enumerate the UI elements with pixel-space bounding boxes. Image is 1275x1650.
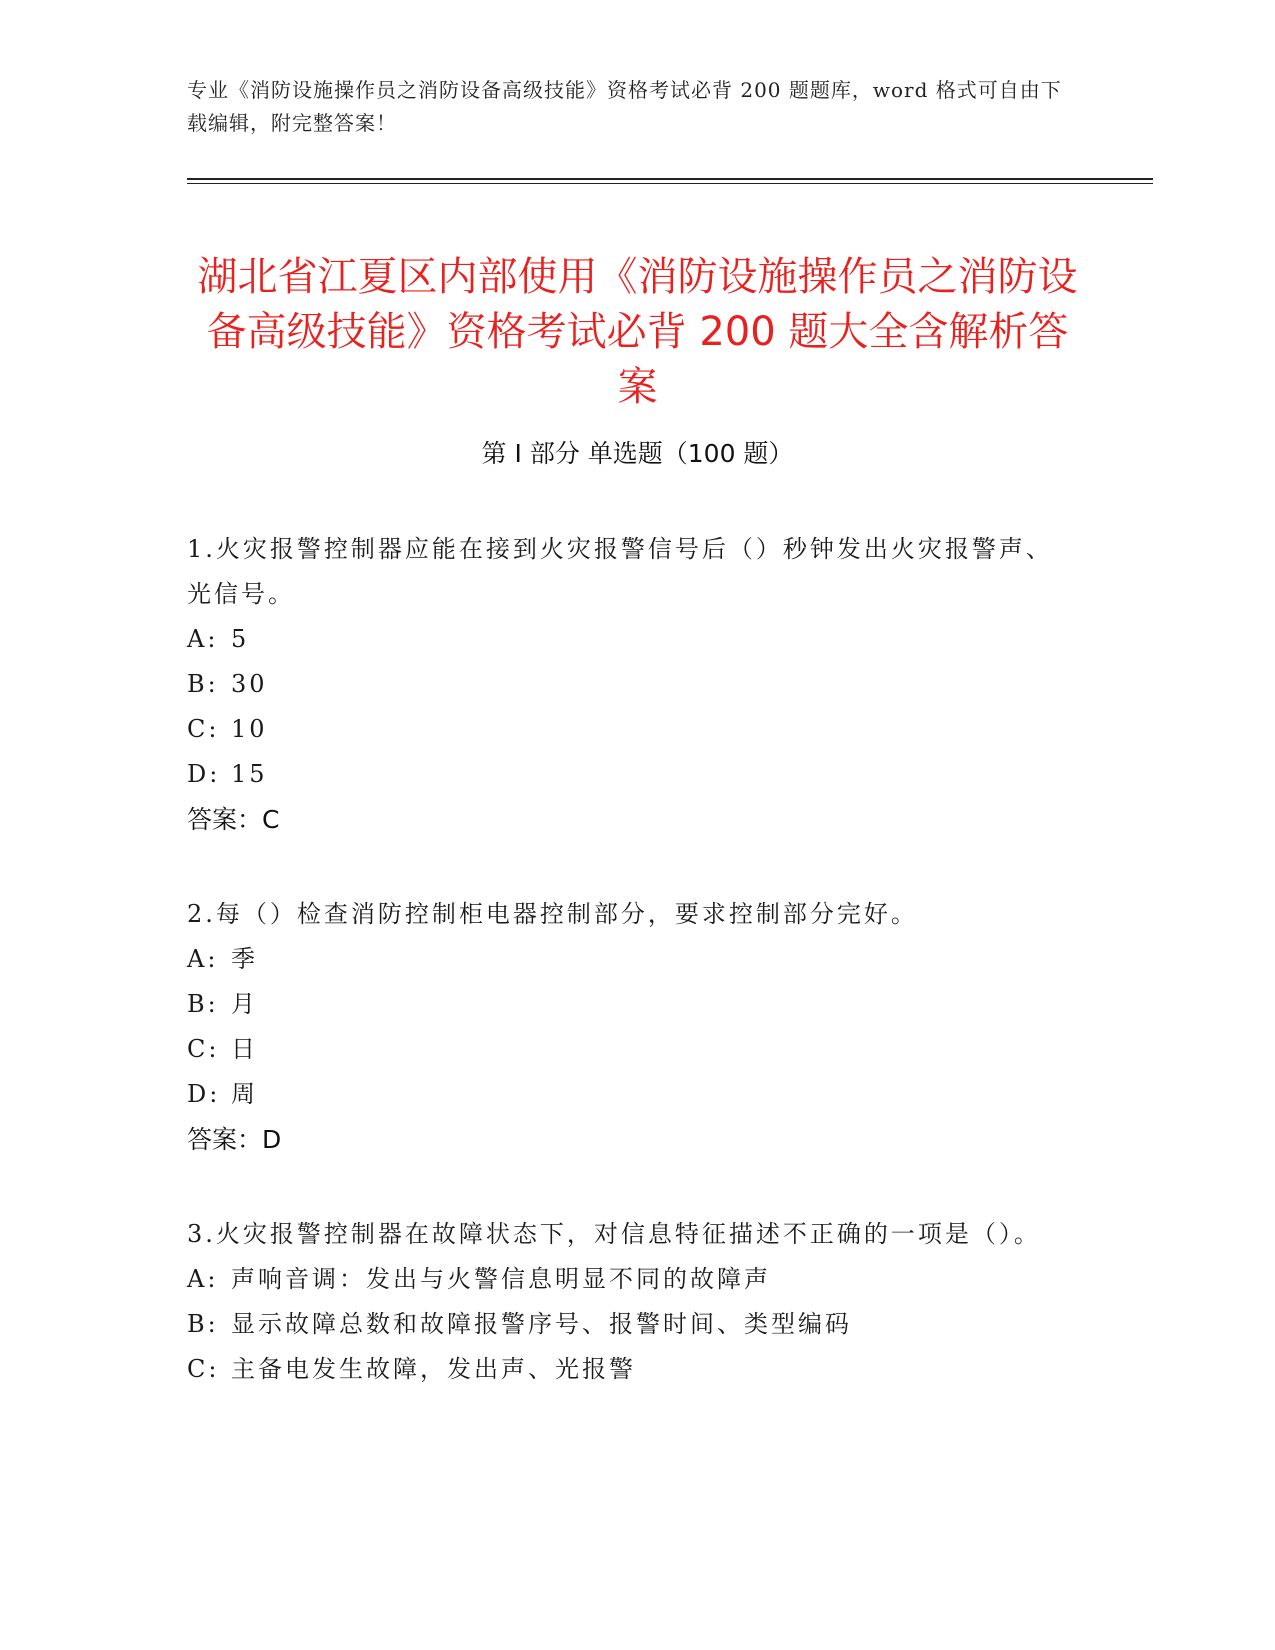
option-b: [187, 1302, 1067, 1347]
option-letter: A:: [187, 1265, 219, 1293]
option-text: 10: [231, 715, 268, 743]
option-letter: B:: [187, 1310, 219, 1338]
question-3: [187, 1212, 1067, 1392]
header-note: 专业《消防设施操作员之消防设备高级技能》资格考试必背 200 题题库，word 格式可自由下载编辑，附完整答案！: [187, 78, 1062, 135]
option-a: [187, 617, 1067, 662]
option-text: 15: [231, 760, 268, 788]
option-letter: D:: [187, 760, 221, 788]
option-letter: A:: [187, 945, 219, 973]
header-divider-thin: [187, 183, 1153, 184]
option-letter: A:: [187, 625, 219, 653]
option-letter: B:: [187, 990, 219, 1018]
option-letter: C:: [187, 1355, 220, 1383]
option-text: 30: [231, 670, 268, 698]
question-2: [187, 892, 1067, 1162]
option-text: 声响音调：发出与火警信息明显不同的故障声: [231, 1265, 771, 1293]
option-letter: B:: [187, 670, 219, 698]
option-c: [187, 1027, 1067, 1072]
question-1: [187, 527, 1067, 842]
option-text: 月: [231, 990, 258, 1018]
option-c: [187, 1347, 1067, 1392]
option-a: [187, 937, 1067, 982]
option-text: 日: [231, 1035, 258, 1063]
option-c: [187, 707, 1067, 752]
option-b: [187, 982, 1067, 1027]
document-title: 湖北省江夏区内部使用《消防设施操作员之消防设备高级技能》资格考试必背 200 题大全含解析答案: [197, 253, 1078, 410]
option-b: [187, 662, 1067, 707]
question-stem: 2.每（）检查消防控制柜电器控制部分，要求控制部分完好。: [187, 900, 918, 928]
question-list: [187, 527, 1067, 1442]
option-a: [187, 1257, 1067, 1302]
option-letter: C:: [187, 1035, 220, 1063]
question-stem: 1.火灾报警控制器应能在接到火灾报警信号后（）秒钟发出火灾报警声、光信号。: [187, 535, 1053, 608]
option-text: 季: [231, 945, 258, 973]
option-text: 5: [231, 625, 250, 653]
answer-line: 答案：C: [187, 805, 280, 834]
option-letter: D:: [187, 1080, 221, 1108]
option-d: [187, 752, 1067, 797]
question-stem: 3.火灾报警控制器在故障状态下，对信息特征描述不正确的一项是（）。: [187, 1220, 1041, 1248]
option-d: [187, 1072, 1067, 1117]
option-text: 显示故障总数和故障报警序号、报警时间、类型编码: [231, 1310, 852, 1338]
option-text: 主备电发生故障，发出声、光报警: [231, 1355, 636, 1383]
answer-line: 答案：D: [187, 1125, 282, 1154]
section-heading: 第 I 部分 单选题（100 题）: [481, 439, 794, 468]
header-divider-thick: [187, 178, 1153, 180]
option-letter: C:: [187, 715, 220, 743]
option-text: 周: [231, 1080, 258, 1108]
